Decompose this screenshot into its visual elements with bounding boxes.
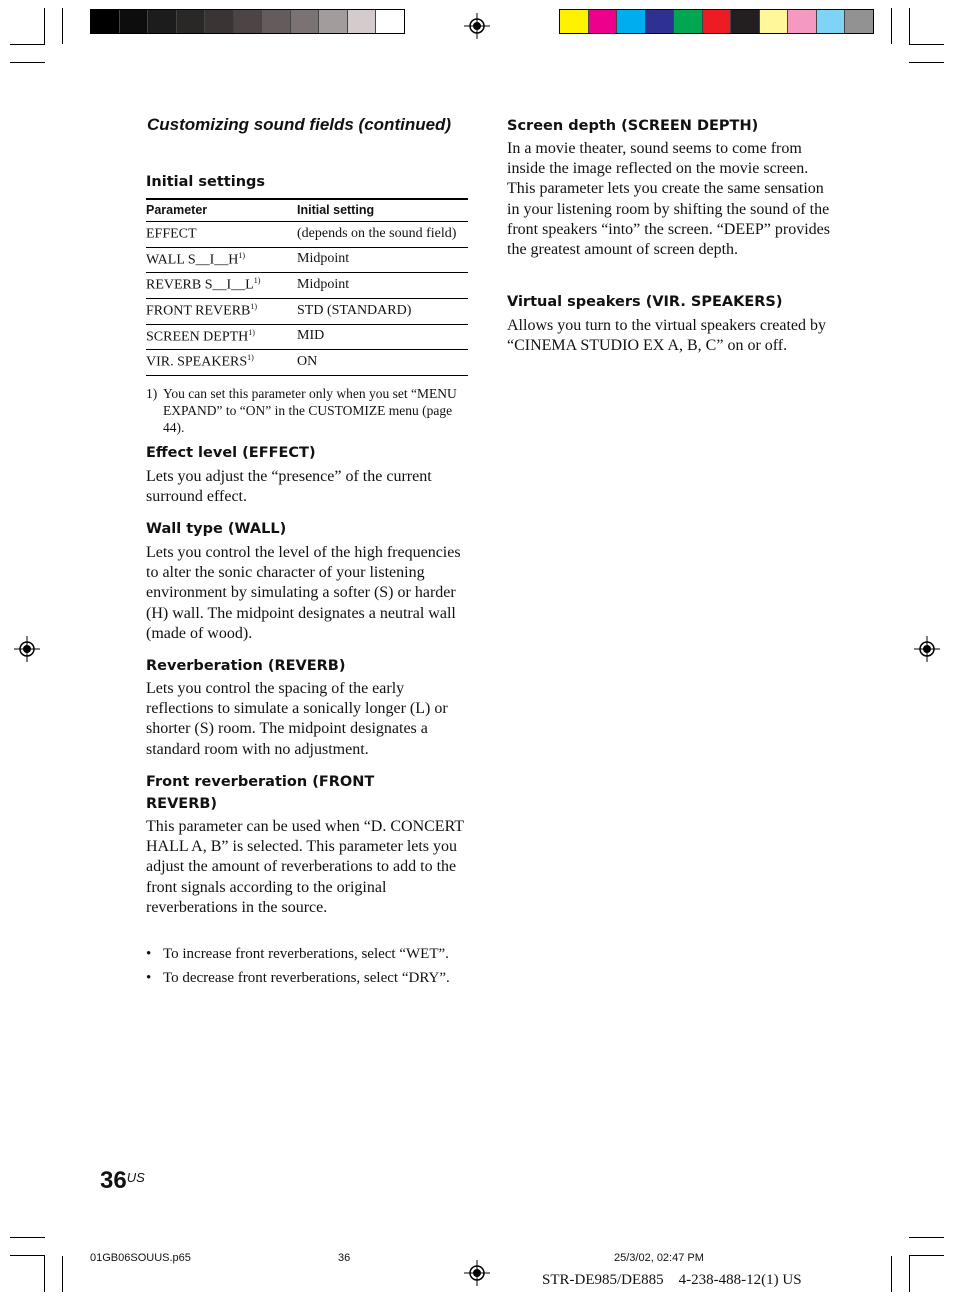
color-swatch — [376, 10, 404, 33]
list-item — [146, 944, 476, 964]
color-swatch — [817, 10, 846, 33]
crop-mark — [44, 1256, 45, 1292]
crop-mark — [909, 1256, 910, 1292]
crop-mark — [891, 1256, 892, 1292]
table-row — [146, 222, 468, 248]
crop-mark — [909, 44, 944, 45]
front-reverb-heading-line1: Front reverberation (FRONT — [146, 774, 375, 790]
crop-mark — [909, 1255, 944, 1256]
footnote-ref: 1) — [238, 250, 246, 260]
crop-mark — [44, 8, 45, 44]
crop-mark — [62, 8, 63, 44]
table-row — [146, 350, 468, 376]
footer-file-name: 01GB06SOUUS.p65 — [90, 1252, 191, 1264]
front-reverb-heading-line2: REVERB) — [146, 796, 218, 812]
crop-mark — [909, 1237, 944, 1238]
initial-setting-cell: STD (STANDARD) — [297, 298, 468, 324]
color-swatch — [262, 10, 291, 33]
color-swatch — [560, 10, 589, 33]
color-swatch — [177, 10, 206, 33]
parameter-cell — [146, 273, 297, 299]
registration-mark-icon — [464, 1260, 490, 1286]
parameter-cell — [146, 222, 297, 248]
color-swatch — [234, 10, 263, 33]
page-number — [100, 1167, 145, 1195]
screen-depth-body: In a movie theater, sound seems to come from inside the image reflected on the movie screen. This parameter lets you create the same sensation in your listening room by shifting the sound of the front speakers “into” the screen. “DEEP” provides the greatest amount of screen depth. — [507, 140, 830, 259]
color-swatch — [617, 10, 646, 33]
color-swatch — [120, 10, 149, 33]
page-number-value: 36 — [100, 1167, 127, 1194]
bullet-text: To decrease front reverberations, select “DRY”. — [163, 970, 450, 986]
page-number-suffix: US — [126, 1170, 145, 1185]
color-swatch — [319, 10, 348, 33]
col-header-initial-setting: Initial setting — [297, 199, 468, 222]
footnote-marker: 1) — [146, 386, 158, 401]
wall-body: Lets you control the level of the high frequencies to alter the sonic character of your listening environment by simulating a softer (S) or harder (H) wall. The midpoint designates a neutral wall (made of wood). — [146, 544, 461, 642]
bullet-icon: • — [146, 970, 152, 986]
color-swatch — [205, 10, 234, 33]
color-swatch — [589, 10, 618, 33]
front-reverb-bullet-list — [146, 944, 476, 988]
list-item — [146, 968, 476, 988]
grayscale-color-bar — [90, 9, 405, 34]
table-row — [146, 273, 468, 299]
parameter-cell — [146, 298, 297, 324]
color-swatch — [788, 10, 817, 33]
color-swatch — [731, 10, 760, 33]
vir-speakers-heading: Virtual speakers (VIR. SPEAKERS) — [507, 294, 783, 310]
crop-mark — [10, 1237, 45, 1238]
crop-mark — [10, 62, 45, 63]
crop-mark — [909, 8, 910, 44]
parameter-cell — [146, 324, 297, 350]
initial-setting-cell: MID — [297, 324, 468, 350]
bullet-icon: • — [146, 946, 152, 962]
initial-settings-table — [146, 198, 468, 376]
footer-model: STR-DE985/DE885 4-238-488-12(1) US — [542, 1272, 802, 1288]
front-reverb-body: This parameter can be used when “D. CONCERT HALL A, B” is selected. This parameter lets you adjust the amount of reverberations to add to the front signals according to the original reverberations in the source. — [146, 818, 464, 916]
effect-body: Lets you adjust the “presence” of the current surround effect. — [146, 468, 432, 506]
crop-mark — [909, 62, 944, 63]
parameter-name: REVERB S__I__L — [146, 277, 254, 293]
vir-speakers-body: Allows you turn to the virtual speakers created by “CINEMA STUDIO EX A, B, C” on or off. — [507, 317, 827, 355]
registration-mark-icon — [914, 636, 940, 662]
crop-mark — [62, 1256, 63, 1292]
wall-heading: Wall type (WALL) — [146, 521, 287, 537]
process-color-bar — [559, 9, 874, 34]
front-reverb-heading — [146, 771, 476, 815]
color-swatch — [845, 10, 873, 33]
footer-page: 36 — [338, 1252, 351, 1264]
initial-setting-cell: Midpoint — [297, 273, 468, 299]
initial-setting-cell: (depends on the sound field) — [297, 222, 468, 248]
screen-depth-heading: Screen depth (SCREEN DEPTH) — [507, 118, 759, 134]
footnote-ref: 1) — [253, 276, 261, 286]
color-swatch — [703, 10, 732, 33]
footnote — [146, 385, 471, 436]
registration-mark-icon — [464, 13, 490, 39]
footnote-text: You can set this parameter only when you set “MENU EXPAND” to “ON” in the CUSTOMIZE menu (page 44). — [163, 386, 457, 435]
parameter-cell — [146, 247, 297, 273]
footnote-ref: 1) — [250, 301, 258, 311]
color-swatch — [760, 10, 789, 33]
footnote-ref: 1) — [248, 327, 255, 337]
section-continued-title: Customizing sound fields (continued) — [147, 115, 452, 134]
initial-setting-cell: Midpoint — [297, 247, 468, 273]
color-swatch — [674, 10, 703, 33]
effect-heading: Effect level (EFFECT) — [146, 445, 316, 461]
initial-setting-cell: ON — [297, 350, 468, 376]
parameter-name: VIR. SPEAKERS — [146, 354, 248, 370]
reverb-body: Lets you control the spacing of the early reflections to simulate a sonically longer (L) or shorter (S) room. The midpoint designates a standard room with no adjustment. — [146, 680, 448, 758]
parameter-name: SCREEN DEPTH — [146, 329, 249, 345]
bullet-text: To increase front reverberations, select “WET”. — [163, 946, 449, 962]
parameter-name: EFFECT — [146, 226, 197, 242]
footnote-ref: 1) — [247, 353, 254, 363]
crop-mark — [891, 8, 892, 44]
initial-settings-heading: Initial settings — [146, 174, 266, 190]
color-swatch — [646, 10, 675, 33]
color-swatch — [348, 10, 377, 33]
table-row — [146, 298, 468, 324]
color-swatch — [91, 10, 120, 33]
crop-mark — [10, 44, 45, 45]
color-swatch — [148, 10, 177, 33]
registration-mark-icon — [14, 636, 40, 662]
parameter-name: WALL S__I__H — [146, 252, 239, 268]
parameter-cell — [146, 350, 297, 376]
color-swatch — [291, 10, 320, 33]
crop-mark — [10, 1255, 45, 1256]
reverb-heading: Reverberation (REVERB) — [146, 658, 346, 674]
footer-date: 25/3/02, 02:47 PM — [614, 1252, 704, 1264]
col-header-parameter: Parameter — [146, 199, 297, 222]
table-row — [146, 247, 468, 273]
parameter-name: FRONT REVERB — [146, 303, 251, 319]
table-row — [146, 324, 468, 350]
